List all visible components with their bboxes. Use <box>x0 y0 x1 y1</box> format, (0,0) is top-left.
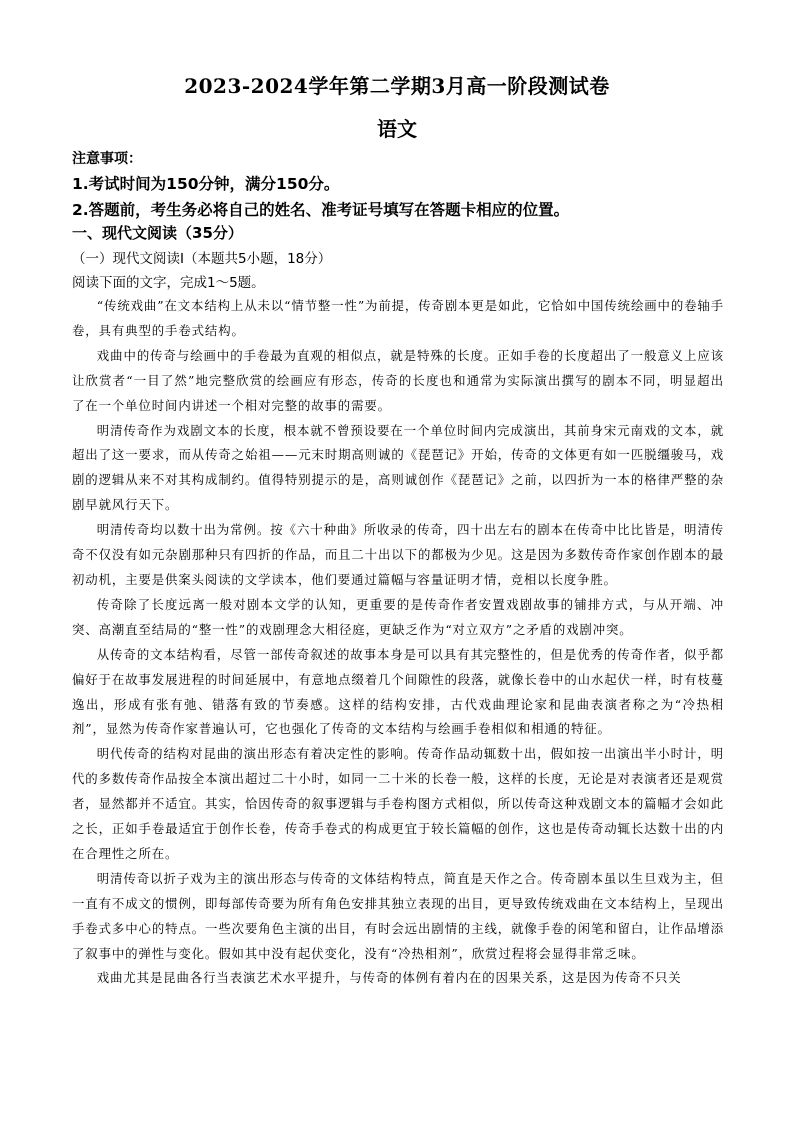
passage-paragraph: 明清传奇作为戏剧文本的长度，根本就不曾预设要在一个单位时间内完成演出，其前身宋元南戏的文本，就超出了这一要求，而从传奇之始祖——元末时期高则诚的《琵琶记》开始，传奇的文体更有如一匹脱缰骏马，戏剧的逻辑从来不对其构成制约。值得特别提示的是，高则诚创作《琵琶记》之前，以四折为一本的格律严整的杂剧早就风行天下。 <box>72 422 724 513</box>
reading-passage <box>72 294 724 991</box>
exam-subject: 语文 <box>377 117 417 141</box>
passage-paragraph: 传奇除了长度远离一般对剧本文学的认知，更重要的是传奇作者安置戏剧故事的铺排方式，与从开端、冲突、高潮直至结局的“整一性”的戏剧理念大相径庭，更缺乏作为“对立双方”之矛盾的戏剧冲突。 <box>72 596 724 637</box>
passage-paragraph: 戏曲尤其是昆曲各行当表演艺术水平提升，与传奇的体例有着内在的因果关系，这是因为传奇不只关 <box>96 970 682 986</box>
notice-item: 1.考试时间为150分钟，满分150分。 <box>72 175 340 193</box>
part-heading: （一）现代文阅读Ⅰ（本题共5小题，18分） <box>72 251 332 267</box>
passage-paragraph: 明清传奇均以数十出为常例。按《六十种曲》所收录的传奇，四十出左右的剧本在传奇中比比皆是，明清传奇不仅没有如元杂剧那种只有四折的作品，而且二十出以下的都极为少见。这是因为多数传奇作家创作剧本的最初动机，主要是供案头阅读的文学读本，他们要通过篇幅与容量证明才情，竞相以长度争胜。 <box>72 522 724 587</box>
passage-paragraph: 明代传奇的结构对昆曲的演出形态有着决定性的影响。传奇作品动辄数十出，假如按一出演出半小时计，明代的多数传奇作品按全本演出超过二十小时，如同一二十米的长卷一般，这样的长度，无论是对表演者还是观赏者，显然都并不适宜。其实，恰因传奇的叙事逻辑与手卷构图方式相似，所以传奇这种戏剧文本的篇幅才会如此之长，正如手卷最适宜于创作长卷，传奇手卷式的构成更宜于较长篇幅的创作，这也是传奇动辄长达数十出的内在合理性之所在。 <box>72 746 724 861</box>
passage-paragraph: “传统戏曲”在文本结构上从未以“情节整一性”为前提，传奇剧本更是如此，它恰如中国传统绘画中的卷轴手卷，具有典型的手卷式结构。 <box>72 298 724 338</box>
passage-paragraph: 明清传奇以折子戏为主的演出形态与传奇的文体结构特点，简直是天作之合。传奇剧本虽以生旦戏为主，但一直有不成文的惯例，即每部传奇要为所有角色安排其独立表现的出目，更导致传统戏曲在文本结构上，呈现出手卷式多中心的特点。一些次要角色主演的出目，有时会远出剧情的主线，就像手卷的闲笔和留白，让作品增添了叙事中的弹性与变化。假如其中没有起伏变化，没有“冷热相剂”，欣赏过程将会显得非常乏味。 <box>72 870 724 961</box>
notice-item: 2.答题前，考生务必将自己的姓名、准考证号填写在答题卡相应的位置。 <box>72 201 570 219</box>
exam-title: 2023-2024学年第二学期3月高一阶段测试卷 <box>184 74 610 98</box>
passage-paragraph: 戏曲中的传奇与绘画中的手卷最为直观的相似点，就是特殊的长度。正如手卷的长度超出了一般意义上应该让欣赏者“一目了然”地完整欣赏的绘画应有形态，传奇的长度也和通常为实际演出撰写的剧本不同，明显超出了在一个单位时间内讲述一个相对完整的故事的需要。 <box>72 347 724 413</box>
reading-instruction: 阅读下面的文字，完成1～5题。 <box>72 275 265 291</box>
notice-heading: 注意事项： <box>72 151 142 167</box>
passage-paragraph: 从传奇的文本结构看，尽管一部传奇叙述的故事本身是可以具有其完整性的，但是优秀的传奇作者，似乎都偏好于在故事发展进程的时间延展中，有意地点缀着几个间隙性的段落，就像长卷中的山水起伏一样，时有枝蔓逸出，形成有张有弛、错落有致的节奏感。这样的结构安排，古代戏曲理论家和昆曲表演者称之为“冷热相剂”，显然为传奇作家普遍认可，它也强化了传奇的文本结构与绘画手卷相似和相通的特征。 <box>72 646 724 737</box>
section-heading: 一、现代文阅读（35分） <box>72 224 243 242</box>
